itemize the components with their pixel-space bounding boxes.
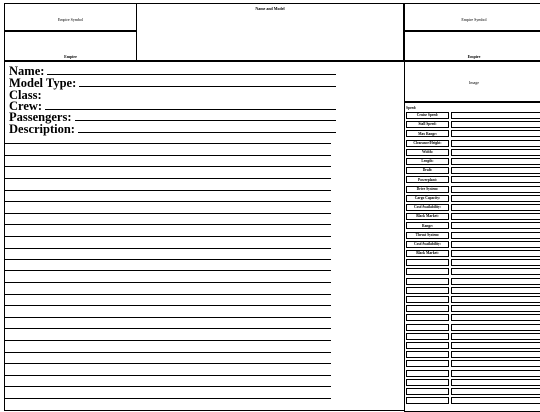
stat-value-field[interactable]	[451, 140, 540, 147]
name-label: Name:	[9, 64, 45, 78]
writing-line	[4, 155, 331, 156]
model-type-line	[79, 86, 336, 87]
stat-label: Black Market:	[416, 251, 439, 256]
stat-value-field[interactable]	[451, 130, 540, 137]
stat-label-box	[406, 268, 449, 275]
writing-line	[4, 375, 331, 376]
stat-value-field[interactable]	[451, 158, 540, 165]
image-box	[404, 61, 540, 102]
stat-label-box	[406, 397, 449, 404]
stat-value-field[interactable]	[451, 222, 540, 229]
writing-line	[4, 328, 331, 329]
writing-line	[4, 224, 331, 225]
stat-value-field[interactable]	[451, 186, 540, 193]
stat-value-field[interactable]	[451, 213, 540, 220]
stat-label: Width:	[422, 150, 433, 154]
writing-line	[4, 213, 331, 214]
stat-value-field[interactable]	[451, 296, 540, 303]
stat-value-field[interactable]	[451, 250, 540, 257]
stat-label-box	[406, 333, 449, 340]
writing-line	[4, 166, 331, 167]
writing-line	[4, 305, 331, 306]
stat-label: Stall Speed:	[418, 122, 437, 127]
right-emblem-box	[404, 3, 540, 31]
writing-line	[4, 248, 331, 249]
stat-label-box	[406, 287, 449, 294]
stat-value-field[interactable]	[451, 204, 540, 211]
stat-value-field[interactable]	[451, 232, 540, 239]
left-empire-box	[4, 31, 137, 61]
stat-value-field[interactable]	[451, 268, 540, 275]
stat-value-field[interactable]	[451, 278, 540, 285]
stat-label-box	[406, 351, 449, 358]
stat-value-field[interactable]	[451, 324, 540, 331]
stat-value-field[interactable]	[451, 360, 540, 367]
stat-label: Range:	[422, 223, 433, 228]
stat-value-field[interactable]	[451, 370, 540, 377]
stat-value-field[interactable]	[451, 241, 540, 248]
stat-value-field[interactable]	[451, 333, 540, 340]
left-empire-label: Empire	[64, 54, 77, 59]
stat-label-box	[406, 314, 449, 321]
stat-label-box	[406, 259, 449, 266]
stat-label: Cost/Availability:	[414, 205, 441, 210]
model-type-label: Model Type:	[9, 76, 77, 90]
description-line	[78, 132, 336, 133]
writing-line	[4, 270, 331, 271]
stat-label-box	[406, 296, 449, 303]
stat-label: Black Market:	[416, 214, 439, 219]
stat-value-field[interactable]	[451, 167, 540, 174]
stat-value-field[interactable]	[451, 287, 540, 294]
model-type-field	[9, 77, 336, 89]
image-label: Image	[469, 80, 479, 85]
right-empire-symbol: Empire Symbol	[461, 17, 487, 22]
class-label: Class:	[9, 88, 42, 102]
name-model-title: Name and Model	[255, 6, 285, 11]
stat-label: Drive System:	[416, 186, 439, 191]
stat-value-field[interactable]	[451, 342, 540, 349]
writing-line	[4, 259, 331, 260]
writing-line	[4, 282, 331, 283]
stat-label: Cost/Availability:	[414, 242, 441, 246]
writing-line	[4, 143, 331, 144]
left-emblem-box	[4, 3, 137, 31]
crew-line	[45, 109, 336, 110]
stat-value-field[interactable]	[451, 195, 540, 202]
description-field	[9, 123, 336, 135]
passengers-line	[75, 120, 337, 121]
stat-label: Powerplant:	[418, 177, 437, 182]
stat-value-field[interactable]	[451, 397, 540, 404]
stat-label: Clearance/Height:	[413, 140, 442, 145]
stat-label-box	[406, 370, 449, 377]
stat-label: Cruise Speed:	[416, 113, 439, 118]
stat-label: Thrust System:	[415, 232, 440, 237]
stat-label: Draft:	[422, 168, 433, 173]
stat-label-box	[406, 360, 449, 367]
stat-value-field[interactable]	[451, 121, 540, 128]
stat-value-field[interactable]	[451, 259, 540, 266]
writing-line	[4, 178, 331, 179]
speed-header: Speed:	[406, 106, 417, 110]
stat-value-field[interactable]	[451, 305, 540, 312]
right-empire-box	[404, 31, 540, 61]
stat-label: Length:	[421, 159, 434, 164]
stat-value-field[interactable]	[451, 176, 540, 183]
writing-line	[4, 352, 331, 353]
stat-value-field[interactable]	[451, 379, 540, 386]
stat-value-field[interactable]	[451, 149, 540, 156]
stat-label-box	[406, 342, 449, 349]
stat-value-field[interactable]	[451, 112, 540, 119]
description-label: Description:	[9, 122, 75, 136]
passengers-label: Passengers:	[9, 110, 72, 124]
writing-line	[4, 340, 331, 341]
stat-label: Cargo Capacity:	[414, 196, 441, 200]
stat-label-box	[406, 324, 449, 331]
writing-line	[4, 398, 331, 399]
stat-label-box	[406, 388, 449, 395]
writing-line	[4, 190, 331, 191]
writing-line	[4, 363, 331, 364]
stat-value-field[interactable]	[451, 314, 540, 321]
name-line	[47, 74, 336, 75]
right-empire-label: Empire	[467, 54, 481, 59]
crew-label: Crew:	[9, 99, 43, 113]
writing-line	[4, 294, 331, 295]
writing-line	[4, 201, 331, 202]
stat-value-field[interactable]	[451, 388, 540, 395]
stat-label: Max Range:	[418, 131, 437, 136]
writing-line	[4, 386, 331, 387]
stat-label-box	[406, 379, 449, 386]
stat-label-box	[406, 278, 449, 285]
left-empire-symbol: Empire Symbol	[57, 17, 84, 22]
stat-label-box	[406, 305, 449, 312]
stat-value-field[interactable]	[451, 351, 540, 358]
writing-line	[4, 317, 331, 318]
writing-line	[4, 236, 331, 237]
name-model-box	[136, 3, 404, 61]
